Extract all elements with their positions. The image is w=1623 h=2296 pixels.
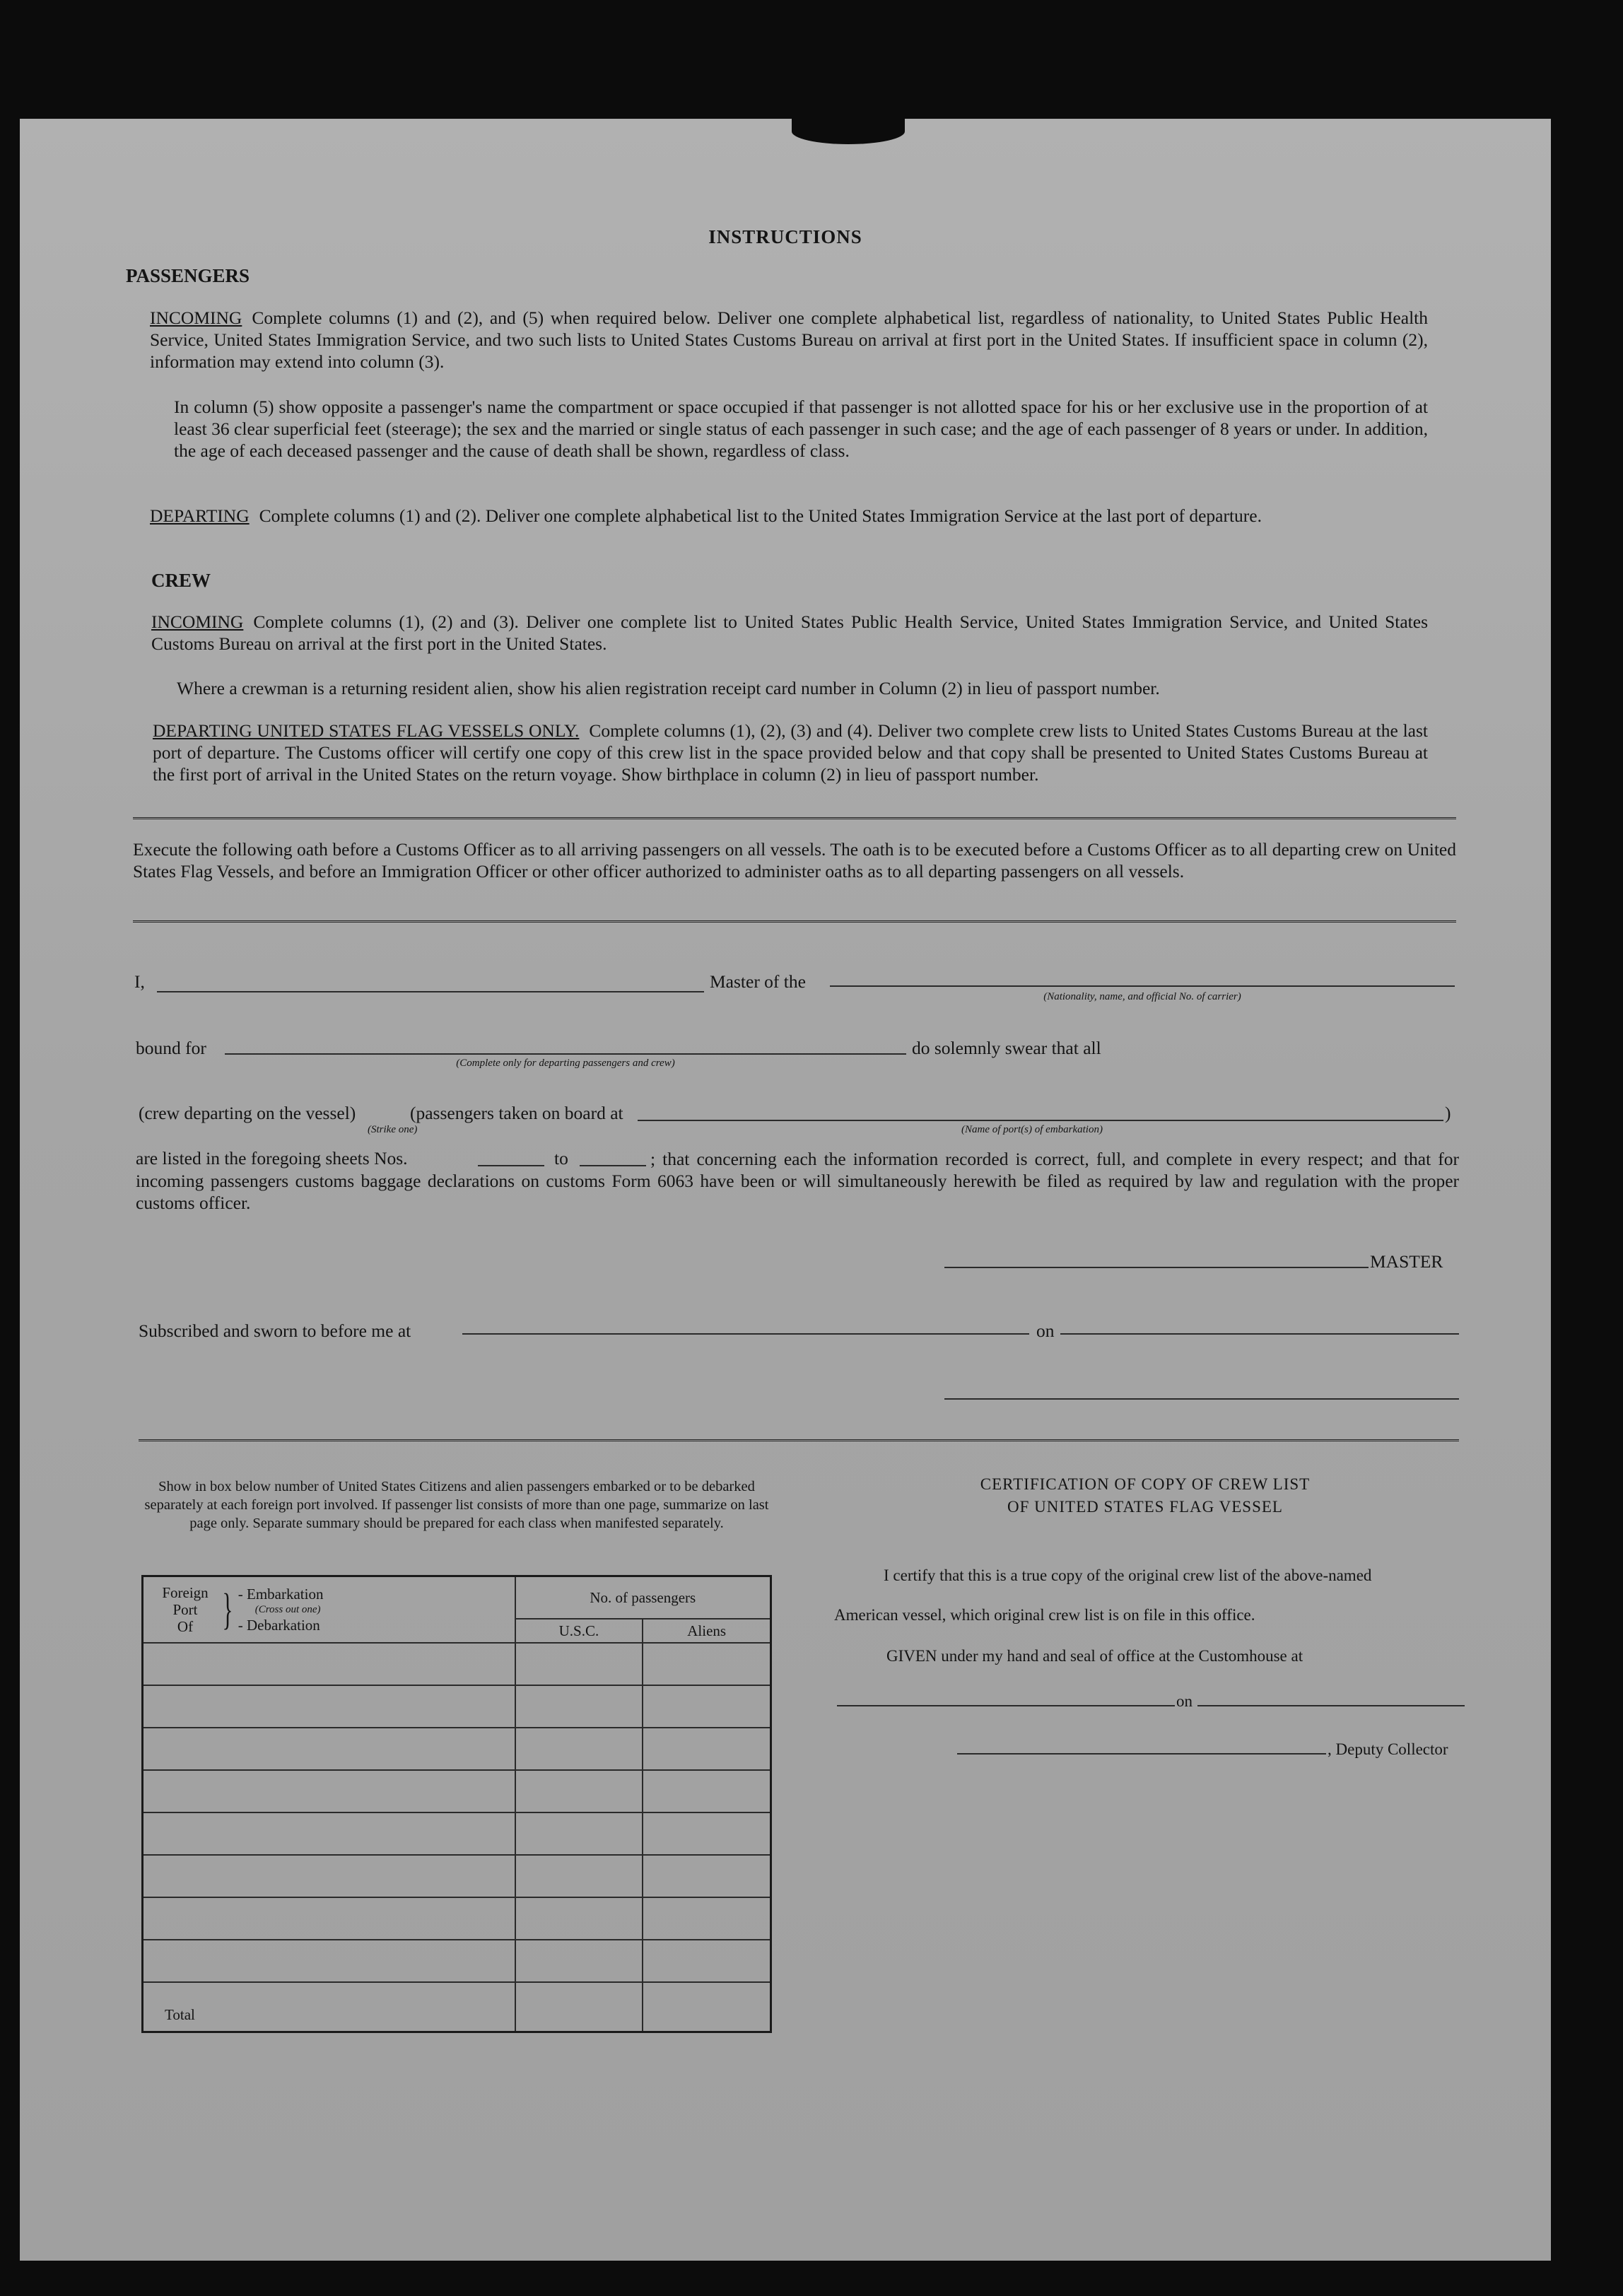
port-label-foreign: Foreign — [162, 1584, 209, 1601]
total-row[interactable] — [143, 1982, 771, 2032]
certification-title-line1: CERTIFICATION OF COPY OF CREW LIST — [980, 1475, 1311, 1493]
certification-date-field[interactable] — [1197, 1705, 1465, 1706]
crew-departing-option[interactable]: (crew departing on the vessel) — [139, 1103, 356, 1123]
sworn-place-field[interactable] — [462, 1333, 1029, 1335]
aliens-header: Aliens — [643, 1619, 771, 1643]
passengers-incoming-label: INCOMING — [150, 308, 242, 328]
passenger-summary-table — [141, 1575, 772, 2033]
certification-on-label: on — [1176, 1692, 1193, 1710]
passengers-incoming-text: Complete columns (1) and (2), and (5) when required below. Deliver one complete alphabetical list, regardless of nationality, to United States Public Health Service, United States Immigration Service, and two such lists to United States Customs Bureau on arrival at first port in the United States. If insufficient space in column (2), information may extend into column (3). — [150, 308, 1428, 372]
port-label-of: Of — [177, 1618, 194, 1635]
crew-incoming-label: INCOMING — [151, 611, 244, 632]
customhouse-place-field[interactable] — [837, 1705, 1175, 1706]
oath-instructions: Execute the following oath before a Customs Officer as to all arriving passengers on all vessels. The oath is to be executed before a Customs Officer as to all departing crew on United States Flag Vessels, and before an Immigration Officer or other officer authorized to administer oaths as to all departing passengers on all vessels. — [133, 839, 1456, 882]
cross-out-hint: (Cross out one) — [254, 1604, 321, 1615]
oath-divider — [133, 920, 1456, 924]
oath-body-text: ; that concerning each the information recorded is correct, full, and complete in every respect; and that for incoming passengers customs baggage declarations on customs Form 6063 have been or will simultaneously herewith be filed as required by law and regulation with the proper customs officer. — [136, 1149, 1459, 1213]
table-row[interactable] — [143, 1728, 771, 1770]
crew-heading: CREW — [151, 570, 211, 591]
master-signature-label: MASTER — [1370, 1251, 1443, 1272]
sworn-date-field[interactable] — [1060, 1333, 1459, 1335]
officer-signature-field[interactable] — [944, 1398, 1459, 1400]
embarkation-ports-field[interactable] — [638, 1120, 1443, 1121]
table-row[interactable] — [143, 1940, 771, 1982]
bound-for-field[interactable] — [225, 1053, 906, 1055]
table-row[interactable] — [143, 1812, 771, 1855]
page-title: INSTRUCTIONS — [708, 226, 862, 247]
bound-for-hint: (Complete only for departing passengers and crew) — [456, 1058, 675, 1069]
certify-line1: I certify that this is a true copy of the original crew list of the above-named — [884, 1566, 1372, 1584]
master-signature-field[interactable] — [944, 1267, 1369, 1268]
closing-paren: ) — [1445, 1103, 1451, 1123]
crew-alien-note: Where a crewman is a returning resident alien, show his alien registration receipt card number in Column (2) in lieu of passport number. — [177, 678, 1160, 698]
embarkation-label: - Embarkation — [238, 1586, 324, 1603]
table-row[interactable] — [143, 1897, 771, 1940]
deputy-collector-label: , Deputy Collector — [1328, 1740, 1448, 1758]
master-of-label: Master of the — [710, 971, 806, 992]
section-divider — [133, 817, 1456, 821]
crew-departing-text: Complete columns (1), (2), (3) and (4). Deliver two complete crew lists to United States Customs Bureau at the last port of departure. The Customs officer will certify one copy of this crew list in the space provided below and that copy shall be presented to United States Customs Bureau at the first port of arrival in the United States on the return voyage. Show birthplace in column (2) in lieu of passport number. — [153, 720, 1428, 785]
sheets-to-label: to — [554, 1148, 568, 1168]
passengers-departing-label: DEPARTING — [150, 505, 250, 526]
torn-edge — [792, 119, 905, 144]
no-of-passengers-header: No. of passengers — [515, 1576, 771, 1620]
table-row[interactable] — [143, 1770, 771, 1812]
master-name-field[interactable] — [157, 991, 704, 992]
passengers-taken-option[interactable]: (passengers taken on board at — [410, 1103, 623, 1123]
embarkation-ports-hint: (Name of port(s) of embarkation) — [961, 1124, 1103, 1135]
strike-one-hint: (Strike one) — [368, 1124, 418, 1135]
passengers-heading: PASSENGERS — [126, 265, 250, 286]
passengers-departing-text: Complete columns (1) and (2). Deliver one complete alphabetical list to the United States Immigration Service at the last port of departure. — [259, 505, 1262, 526]
brace-glyph: } — [222, 1586, 233, 1634]
passengers-departing-paragraph — [150, 505, 1428, 527]
crew-departing-label: DEPARTING UNITED STATES FLAG VESSELS ONLY. — [153, 720, 580, 741]
deputy-signature-field[interactable] — [957, 1753, 1326, 1755]
debarkation-label: - Debarkation — [238, 1617, 320, 1634]
sheets-label: are listed in the foregoing sheets Nos. — [136, 1148, 408, 1168]
sworn-on-label: on — [1036, 1320, 1055, 1341]
usc-header: U.S.C. — [515, 1619, 643, 1643]
certification-title — [834, 1473, 1456, 1518]
lower-divider — [139, 1439, 1459, 1443]
certify-line2: American vessel, which original crew list is on file in this office. — [834, 1606, 1255, 1624]
summary-instructions: Show in box below number of United States Citizens and alien passengers embarked or to be debarked separately at each foreign port involved. If passenger list consists of more than one page, summarize on last page only. Separate summary should be prepared for each class when manifested separately. — [144, 1479, 769, 1531]
passengers-column5-note: In column (5) show opposite a passenger's name the compartment or space occupied if that passenger is not allotted space for his or her exclusive use in the proportion of at least 36 clear superficial feet (steerage); the sex and the married or single status of each passenger in such case; and the age of each passenger of 8 years or under. In addition, the age of each deceased passenger and the cause of death shall be shown, regardless of class. — [174, 397, 1428, 461]
certification-title-line2: OF UNITED STATES FLAG VESSEL — [1007, 1498, 1283, 1516]
oath-i-label: I, — [134, 971, 145, 992]
given-under-hand: GIVEN under my hand and seal of office at the Customhouse at — [886, 1647, 1303, 1665]
port-label-port: Port — [172, 1601, 198, 1618]
port-header-cell — [143, 1576, 515, 1644]
swear-text: do solemnly swear that all — [912, 1038, 1101, 1058]
table-row[interactable] — [143, 1643, 771, 1685]
bound-for-label: bound for — [136, 1038, 206, 1058]
carrier-field[interactable] — [830, 985, 1455, 987]
total-label: Total — [143, 1982, 515, 2032]
table-row[interactable] — [143, 1685, 771, 1728]
crew-incoming-text: Complete columns (1), (2) and (3). Deliver one complete list to United States Public Health Service, United States Immigration Service, and United States Customs Bureau on arrival at the first port in the United States. — [151, 611, 1428, 654]
passengers-incoming-paragraph — [150, 307, 1428, 373]
crew-incoming-paragraph — [151, 611, 1428, 655]
subscribed-label: Subscribed and sworn to before me at — [139, 1320, 411, 1341]
table-row[interactable] — [143, 1855, 771, 1897]
carrier-hint: (Nationality, name, and official No. of carrier) — [1043, 991, 1241, 1002]
crew-departing-paragraph — [153, 720, 1428, 785]
